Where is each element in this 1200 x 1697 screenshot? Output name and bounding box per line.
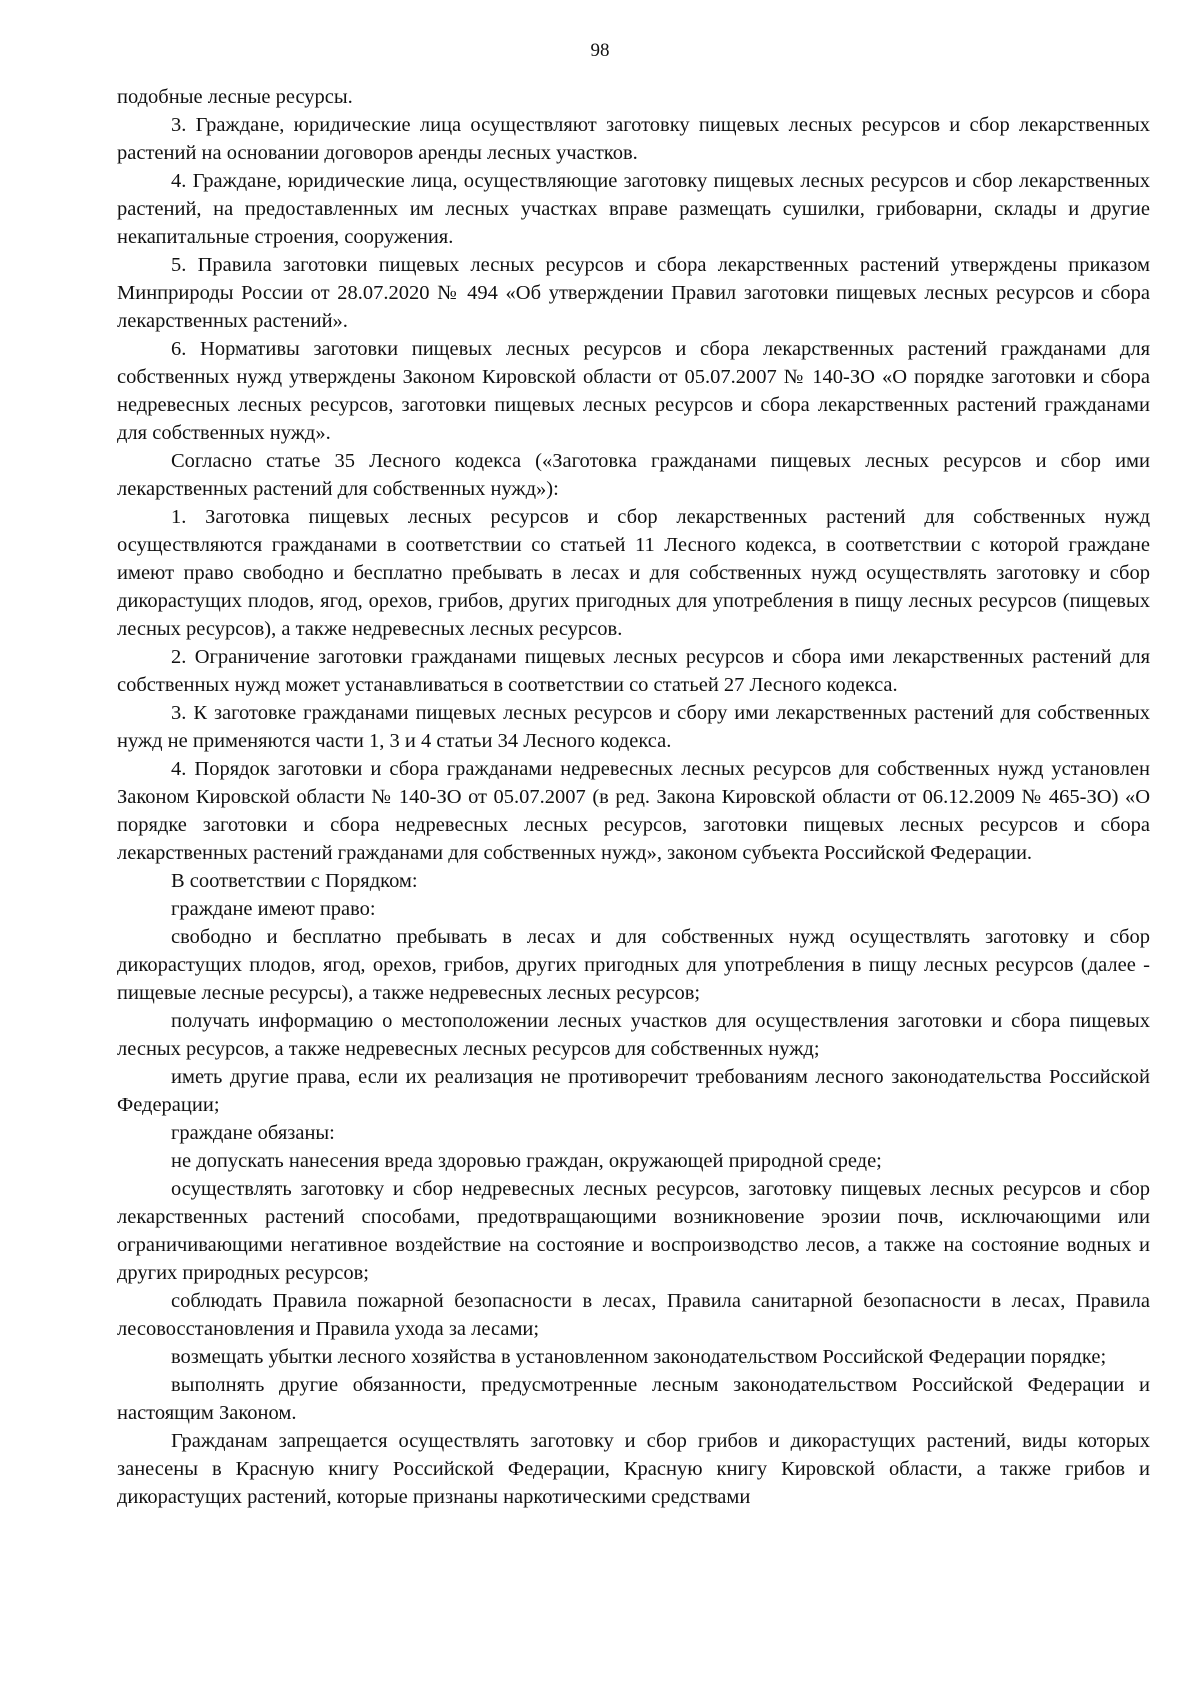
paragraph: свободно и бесплатно пребывать в лесах и для собственных нужд осуществлять заготовку и сбор дикорастущих плодов, ягод, орехов, грибов, других пригодных для употребления в пищу лесных ресурсов (далее - пищевые лесные ресурсы), а также недревесных лесных ресурсов; xyxy=(117,926,1150,1004)
paragraph: выполнять другие обязанности, предусмотренные лесным законодательством Российской Федерации и настоящим Законом. xyxy=(117,1374,1150,1424)
paragraph: соблюдать Правила пожарной безопасности в лесах, Правила санитарной безопасности в лесах, Правила лесовосстановления и Правила ухода за лесами; xyxy=(117,1290,1150,1340)
paragraph: подобные лесные ресурсы. xyxy=(117,86,353,108)
paragraph: 4. Порядок заготовки и сбора гражданами недревесных лесных ресурсов для собственных нужд установлен Законом Кировской области № 140-ЗО от 05.07.2007 (в ред. Закона Кировской области от 06.12.2009 № 465-ЗО) «О порядке заготовки и сбора недревесных лесных ресурсов, заготовки пищевых лесных ресурсов и сбора лекарственных растений гражданами для собственных нужд», законом субъекта Российской Федерации. xyxy=(117,758,1150,864)
paragraph: 4. Граждане, юридические лица, осуществляющие заготовку пищевых лесных ресурсов и сбор лекарственных растений, на предоставленных им лесных участках вправе размещать сушилки, грибоварни, склады и другие некапитальные строения, сооружения. xyxy=(117,170,1150,248)
paragraph: В соответствии с Порядком: xyxy=(171,870,418,892)
paragraph: 5. Правила заготовки пищевых лесных ресурсов и сбора лекарственных растений утверждены приказом Минприроды России от 28.07.2020 № 494 «Об утверждении Правил заготовки пищевых лесных ресурсов и сбора лекарственных растений». xyxy=(117,254,1150,332)
paragraph: 3. К заготовке гражданами пищевых лесных ресурсов и сбору ими лекарственных растений для собственных нужд не применяются части 1, 3 и 4 статьи 34 Лесного кодекса. xyxy=(117,702,1150,752)
paragraph: граждане обязаны: xyxy=(171,1122,335,1144)
paragraph: 2. Ограничение заготовки гражданами пищевых лесных ресурсов и сбора ими лекарственных растений для собственных нужд может устанавливаться в соответствии со статьей 27 Лесного кодекса. xyxy=(117,646,1150,696)
page-number: 98 xyxy=(590,40,610,61)
paragraph: 1. Заготовка пищевых лесных ресурсов и сбор лекарственных растений для собственных нужд осуществляются гражданами в соответствии со статьей 11 Лесного кодекса, в соответствии с которой граждане имеют право свободно и бесплатно пребывать в лесах и для собственных нужд осуществлять заготовку и сбор дикорастущих плодов, ягод, орехов, грибов, других пригодных для употребления в пищу лесных ресурсов (пищевых лесных ресурсов), а также недревесных лесных ресурсов. xyxy=(117,506,1150,640)
document-body xyxy=(117,83,1150,1511)
paragraph: 3. Граждане, юридические лица осуществляют заготовку пищевых лесных ресурсов и сбор лекарственных растений на основании договоров аренды лесных участков. xyxy=(117,114,1150,164)
paragraph: получать информацию о местоположении лесных участков для осуществления заготовки и сбора пищевых лесных ресурсов, а также недревесных лесных ресурсов для собственных нужд; xyxy=(117,1010,1150,1060)
paragraph: Гражданам запрещается осуществлять заготовку и сбор грибов и дикорастущих растений, виды которых занесены в Красную книгу Российской Федерации, Красную книгу Кировской области, а также грибов и дикорастущих растений, которые признаны наркотическими средствами xyxy=(117,1430,1150,1508)
paragraph: не допускать нанесения вреда здоровью граждан, окружающей природной среде; xyxy=(171,1150,882,1172)
paragraph: граждане имеют право: xyxy=(171,898,376,920)
paragraph: 6. Нормативы заготовки пищевых лесных ресурсов и сбора лекарственных растений гражданами для собственных нужд утверждены Законом Кировской области от 05.07.2007 № 140-ЗО «О порядке заготовки и сбора недревесных лесных ресурсов, заготовки пищевых лесных ресурсов и сбора лекарственных растений гражданами для собственных нужд». xyxy=(117,338,1150,444)
paragraph: иметь другие права, если их реализация не противоречит требованиям лесного законодательства Российской Федерации; xyxy=(117,1066,1150,1116)
paragraph: осуществлять заготовку и сбор недревесных лесных ресурсов, заготовку пищевых лесных ресурсов и сбор лекарственных растений способами, предотвращающими возникновение эрозии почв, исключающими или ограничивающими негативное воздействие на состояние и воспроизводство лесов, а также на состояние водных и других природных ресурсов; xyxy=(117,1178,1150,1284)
paragraph: Согласно статье 35 Лесного кодекса («Заготовка гражданами пищевых лесных ресурсов и сбор ими лекарственных растений для собственных нужд»): xyxy=(117,450,1150,500)
paragraph: возмещать убытки лесного хозяйства в установленном законодательством Российской Федерации порядке; xyxy=(171,1346,1107,1368)
